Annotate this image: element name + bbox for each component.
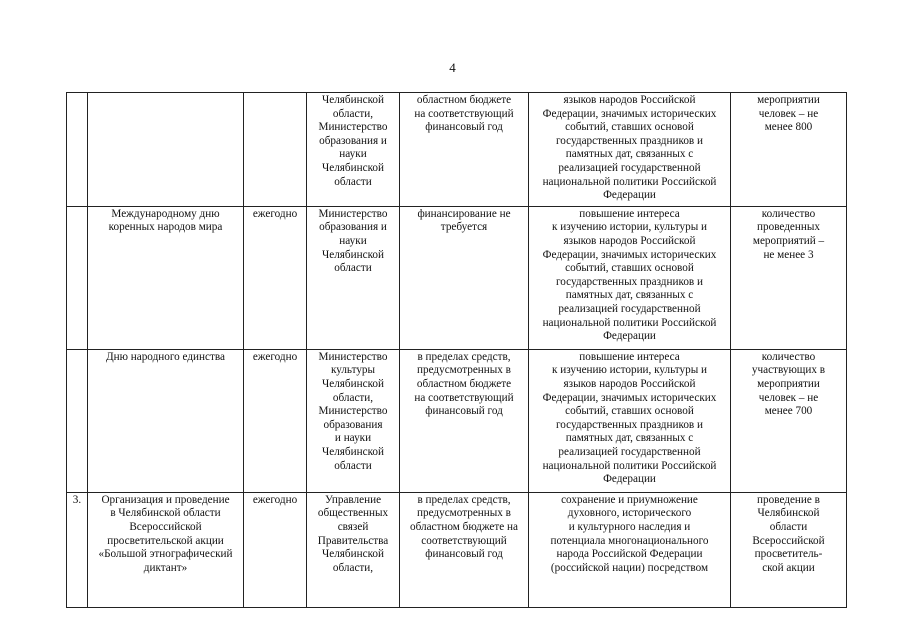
event-cell: Организация и проведение в Челябинской области Всероссийской просветительской акции «Большой этнографический диктант» [88, 492, 244, 607]
table-row [67, 93, 847, 207]
table-row [67, 206, 847, 349]
executor-cell: Министерство культуры Челябинской области, Министерство образования и науки Челябинской области [307, 349, 400, 492]
page-number: 4 [449, 60, 456, 75]
table-row [67, 349, 847, 492]
indicator-cell: количество участвующих в мероприятии человек – не менее 700 [731, 349, 847, 492]
indicator-cell: количество проведенных мероприятий – не менее 3 [731, 206, 847, 349]
executor-cell: Управление общественных связей Правительства Челябинской области, [307, 492, 400, 607]
period-cell [244, 93, 307, 207]
executor-cell: Министерство образования и науки Челябинской области [307, 206, 400, 349]
row-number-cell [67, 349, 88, 492]
funding-cell: в пределах средств, предусмотренных в областном бюджете на соответствующий финансовый год [400, 349, 529, 492]
event-cell [88, 93, 244, 207]
row-number-cell: 3. [67, 492, 88, 607]
indicator-cell: мероприятии человек – не менее 800 [731, 93, 847, 207]
result-cell: повышение интереса к изучению истории, культуры и языков народов Российской Федерации, значимых исторических событий, ставших основой государственных праздников и памятных дат, связанных с реализацией государственной национальной политики Российской Федерации [529, 349, 731, 492]
event-cell: Международному дню коренных народов мира [88, 206, 244, 349]
executor-cell: Челябинской области, Министерство образования и науки Челябинской области [307, 93, 400, 207]
result-cell: повышение интереса к изучению истории, культуры и языков народов Российской Федерации, значимых исторических событий, ставших основой государственных праздников и памятных дат, связанных с реализацией государственной национальной политики Российской Федерации [529, 206, 731, 349]
funding-cell: финансирование не требуется [400, 206, 529, 349]
event-cell: Дню народного единства [88, 349, 244, 492]
result-cell: сохранение и приумножение духовного, исторического и культурного наследия и потенциала многонационального народа Российской Федерации (российской нации) посредством [529, 492, 731, 607]
events-table [66, 92, 847, 608]
period-cell: ежегодно [244, 349, 307, 492]
indicator-cell: проведение в Челябинской области Всероссийской просветитель- ской акции [731, 492, 847, 607]
funding-cell: в пределах средств, предусмотренных в областном бюджете на соответствующий финансовый год [400, 492, 529, 607]
table-row [67, 492, 847, 607]
row-number-cell [67, 206, 88, 349]
funding-cell: областном бюджете на соответствующий финансовый год [400, 93, 529, 207]
period-cell: ежегодно [244, 492, 307, 607]
period-cell: ежегодно [244, 206, 307, 349]
result-cell: языков народов Российской Федерации, значимых исторических событий, ставших основой государственных праздников и памятных дат, связанных с реализацией государственной национальной политики Российской Федерации [529, 93, 731, 207]
row-number-cell [67, 93, 88, 207]
